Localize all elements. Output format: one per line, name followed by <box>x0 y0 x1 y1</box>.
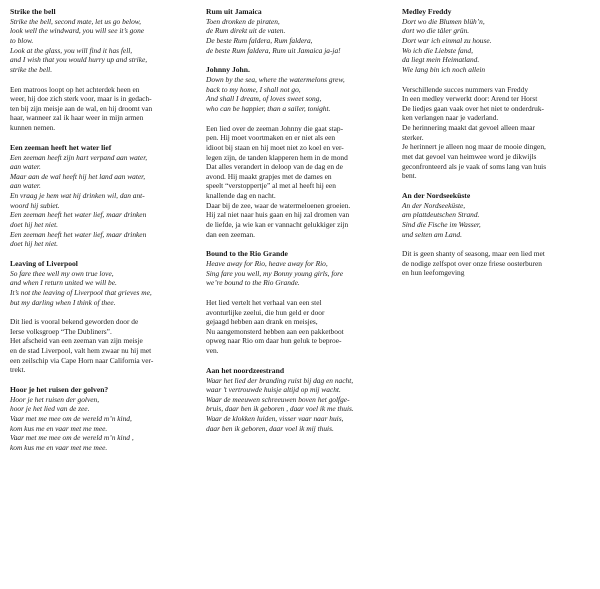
lyric-line: und selten am Land. <box>402 229 462 239</box>
song-title: Rum uit Jamaica <box>206 7 262 16</box>
lyric-line: Dort war ich einmal zu house. <box>402 36 492 46</box>
song-lyrics <box>402 201 592 240</box>
lyric-line: aan water. <box>10 162 41 172</box>
lyric-line: doet hij het niet. <box>10 219 59 229</box>
song-title: Hoor je het ruisen der golven? <box>10 384 109 394</box>
lyric-line: we’re bound to the Rio Grande. <box>206 278 300 288</box>
text-line: met dat gevoel van heimwee word je dikwijls <box>402 151 537 161</box>
lyric-line: doet hij het niet. <box>10 239 59 249</box>
text-line: Een lied over de zeeman Johnny die gaat stap- <box>206 123 344 133</box>
text-line: Dit lied is vooral bekend geworden door de <box>10 317 139 327</box>
lyric-line: and when I return united we will be. <box>10 278 117 288</box>
text-line: In een medley verwerkt door: Arend ter Horst <box>402 94 538 104</box>
lyric-line: Vaar met me mee om de wereld m’n kind, <box>10 414 132 424</box>
lyric-line: kom kus me en vaar met me mee. <box>10 423 108 433</box>
text-line: avond. Hij maakt grapjes met de dames en <box>206 171 332 181</box>
text-line: Je herinnert je alleen nog maar de mooie dingen, <box>402 142 546 152</box>
text-line: legen zijn, de tanden klapperen hem in de mond <box>206 152 348 162</box>
lyric-line: Sind die Fische im Wasser, <box>402 219 481 229</box>
lyric-line: Een zeeman heeft het water lief, maar drinken <box>10 229 147 239</box>
song-een-zeeman <box>10 143 198 249</box>
lyric-line: waar ’t vertrouwde huisje altijd op mij wacht. <box>206 385 341 395</box>
song-hoor-je-het-ruisen <box>10 385 198 453</box>
text-line: en hun leefomgeving <box>402 268 465 278</box>
text-line: speelt “verstoppertje” al met al heeft hij een <box>206 181 336 191</box>
lyric-line: Waar het lied der branding ruist bij dag en nacht, <box>206 375 354 385</box>
text-line: opweg naar Rio om daar hun geluk te beproe- <box>206 336 342 346</box>
lyric-line: Waar de klokken luiden, visser vaar naar huis, <box>206 414 344 424</box>
lyric-line: Sing fare you well, my Bonny young girls, fore <box>206 268 343 278</box>
song-description <box>402 85 592 181</box>
lyric-line: strike the bell. <box>10 64 53 74</box>
text-line: de liefde, ja wie kan er vannacht gelukkiger zijn <box>206 219 349 229</box>
text-line: idioot bij staan en hij moet niet zo koel en ver- <box>206 142 344 152</box>
lyric-line: Vaar met me mee om de wereld m’n kind , <box>10 433 134 443</box>
song-bound-to-the-rio-grande <box>206 249 392 355</box>
text-line: gejaagd hebben aan drank en meisjes, <box>206 317 318 327</box>
text-line: Dat alles verandert in deloop van de dag en de <box>206 162 343 172</box>
song-title: An der Nordseeküste <box>402 190 471 200</box>
lyric-line: de Rum direkt uit de vaten. <box>206 26 286 36</box>
lyric-line: It’s not the leaving of Liverpool that grieves me, <box>10 287 152 297</box>
text-line: De herinnering maakt dat gevoel alleen maar <box>402 123 535 133</box>
song-rum-uit-jamaica <box>206 7 392 55</box>
lyric-line: Toen dronken de piraten, <box>206 16 280 26</box>
text-line: Hij zal niet naar huis gaan en hij zal dromen van <box>206 210 350 220</box>
song-title: Strike the bell <box>10 7 56 16</box>
song-description <box>10 317 198 375</box>
text-line: trekt. <box>10 365 26 375</box>
lyric-line: kom kus me en vaar met me mee. <box>10 442 108 452</box>
song-description <box>402 249 592 278</box>
column-2 <box>206 7 392 433</box>
text-line: Dit is geen shanty of seasong, maar een lied met <box>402 249 545 259</box>
lyric-line: back to my home, I shall not go, <box>206 84 301 94</box>
song-aan-het-noordzeestrand <box>206 366 392 434</box>
text-line: weer, hij doe zich sterk voor, maar is in gedach- <box>10 94 152 104</box>
song-title: Een zeeman heeft het water lief <box>10 142 112 152</box>
lyric-line: Strike the bell, second mate, let us go below, <box>10 16 142 26</box>
song-leaving-of-liverpool <box>10 259 198 375</box>
song-title: Aan het noordzeestrand <box>206 365 285 375</box>
lyric-line: but my darling when I think of thee. <box>10 297 116 307</box>
text-line: kunnen nemen. <box>10 123 56 133</box>
text-line: Het afscheid van een zeeman van zijn meisje <box>10 336 143 346</box>
text-line: haar, wanneer zal ik haar weer in mijn armen <box>10 113 144 123</box>
song-lyrics <box>10 153 198 249</box>
text-line: Daar bij de zee, waar de watermeloenen groeien. <box>206 200 351 210</box>
lyric-line: Heave away for Rio, heave away for Rio, <box>206 259 328 269</box>
song-description <box>206 124 392 240</box>
lyric-line: hoor je het lied van de zee. <box>10 404 90 414</box>
lyric-line: Een zeeman heeft zijn hart verpand aan water, <box>10 152 148 162</box>
song-an-der-nordseekuste <box>402 191 592 278</box>
lyric-line: Dort wo die Blumen blüh’n, <box>402 16 485 26</box>
song-johnny-john <box>206 65 392 239</box>
song-lyrics <box>10 17 198 75</box>
song-lyrics <box>402 17 592 75</box>
column-1 <box>10 7 198 453</box>
text-line: De liedjes gaan vaak over het niet te onderdruk- <box>402 103 545 113</box>
text-line: ven. <box>206 346 219 356</box>
lyric-line: woord hij subiet. <box>10 200 60 210</box>
song-lyrics <box>10 395 198 453</box>
text-line: pen. Hij moet voortmaken en er niet als een <box>206 133 336 143</box>
lyric-line: Wo ich die Liebste fand, <box>402 45 473 55</box>
text-line: Nu aangemonsterd hebben aan een pakketboot <box>206 326 344 336</box>
lyric-line: Een zeeman heeft het water lief, maar drinken <box>10 210 147 220</box>
lyric-line: aan water. <box>10 181 41 191</box>
lyric-line: am plattdeutschen Strand. <box>402 210 480 220</box>
lyric-line: Down by the sea, where the watermelons grew, <box>206 75 345 85</box>
lyric-line: who can be happier, than a sailer, tonight. <box>206 104 331 114</box>
text-line: ten bij zijn meisje aan de wal, en hij droomt van <box>10 103 153 113</box>
song-lyrics <box>206 17 392 56</box>
text-line: knallende dag en nacht. <box>206 191 276 201</box>
song-lyrics <box>206 259 392 288</box>
lyric-line: da liegt mein Heimatland. <box>402 55 480 65</box>
text-line: een zeilschip via Cape Horn naar California ver- <box>10 355 154 365</box>
song-title: Johnny John. <box>206 65 250 75</box>
song-medley-freddy <box>402 7 592 181</box>
song-lyrics <box>206 75 392 114</box>
song-lyrics <box>10 269 198 308</box>
text-line: ken verlangen naar je vaderland. <box>402 113 499 123</box>
song-description <box>10 85 198 133</box>
text-line: sterker. <box>402 132 424 142</box>
text-line: Verschillende succes nummers van Freddy <box>402 84 529 94</box>
lyric-line: to blow. <box>10 36 34 46</box>
lyric-line: Wie lang bin ich noch allein <box>402 64 486 74</box>
lyric-line: dort wo die täler grün. <box>402 26 470 36</box>
lyric-line: Look at the glass, you will find it has fell, <box>10 45 133 55</box>
song-title: Bound to the Rio Grande <box>206 249 288 259</box>
lyric-line: Hoor je het ruisen der golven, <box>10 394 100 404</box>
lyric-line: And shall I dream, of loves sweet song, <box>206 94 322 104</box>
lyric-line: and I wish that you would hurry up and strike, <box>10 55 148 65</box>
song-lyrics <box>206 376 392 434</box>
text-line: bent. <box>402 171 417 181</box>
column-3 <box>402 7 592 278</box>
song-title: Leaving of Liverpool <box>10 258 78 268</box>
lyric-line: look well the windward, you will see it’s gone <box>10 26 145 36</box>
text-line: dan een zeeman. <box>206 229 256 239</box>
text-line: avonturlijke zeelui, die hun geld er door <box>206 307 325 317</box>
lyric-line: bruis, daar ben ik geboren , daar voel ik me thuis. <box>206 404 354 414</box>
text-line: Een matroos loopt op het achterdek heen en <box>10 84 140 94</box>
text-line: Ierse volksgroep “The Dubliners”. <box>10 326 112 336</box>
text-line: geconfronteerd als je vaak of soms lang van huis <box>402 161 547 171</box>
lyric-line: So fare thee well my own true love, <box>10 268 114 278</box>
text-line: en de stad Liverpool, valt hem zwaar nu hij met <box>10 346 152 356</box>
lyric-line: daar ben ik geboren, daar voel ik mij thuis. <box>206 423 334 433</box>
song-title: Medley Freddy <box>402 7 452 16</box>
lyric-line: Maar aan de wal heeft hij het land aan water, <box>10 171 146 181</box>
lyric-line: De beste Rum faldera, Rum faldera, <box>206 36 313 46</box>
lyric-line: de beste Rum faldera, Rum uit Jamaica ja-ja! <box>206 45 341 55</box>
lyric-line: En vraag je hem wat hij drinken wil, dan ant- <box>10 191 145 201</box>
song-strike-the-bell <box>10 7 198 133</box>
text-line: Het lied vertelt het verhaal van een stel <box>206 297 322 307</box>
text-line: de nodige zelfspot over onze friese oosterburen <box>402 258 542 268</box>
lyric-line: Waar de meeuwen schreeuwen boven het golfge- <box>206 394 350 404</box>
lyric-line: An der Nordseeküste, <box>402 200 466 210</box>
song-description <box>206 298 392 356</box>
